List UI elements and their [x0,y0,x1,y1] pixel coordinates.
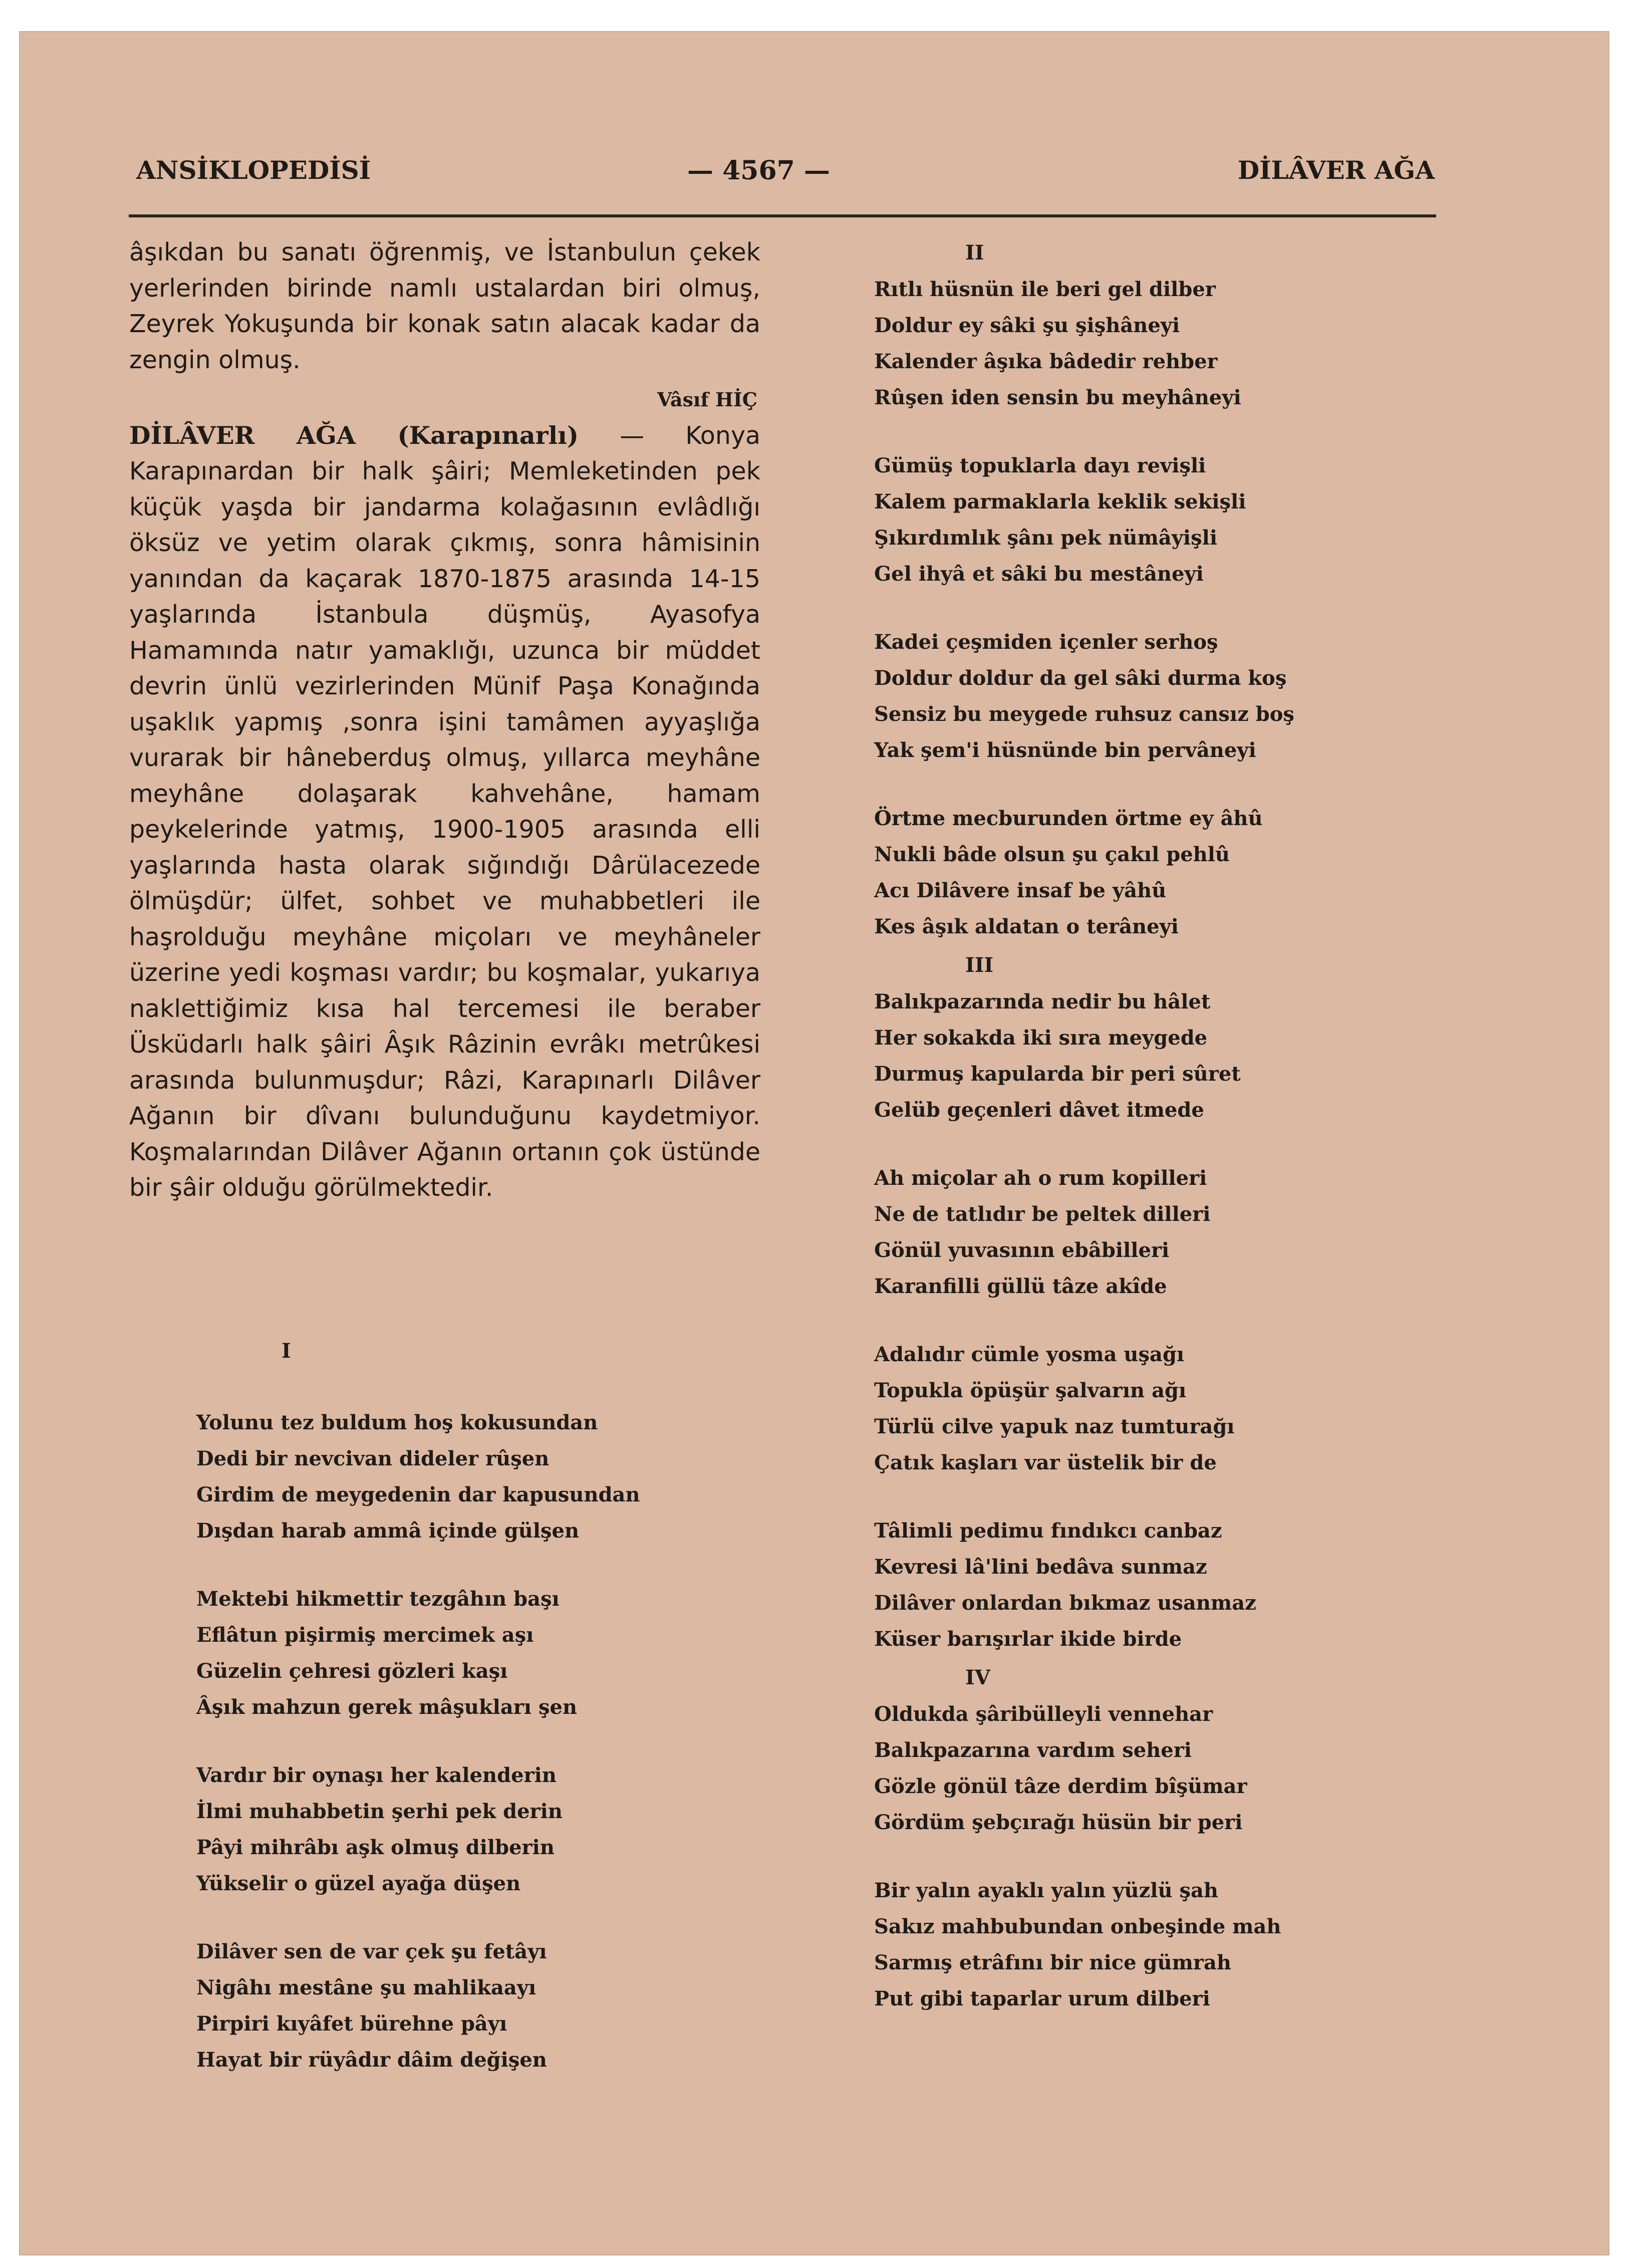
stanza-gap [874,1305,1435,1337]
left-column [129,234,760,1206]
verse-line: Gelüb geçenleri dâvet itmede [874,1098,1204,1122]
verse-line: Rûşen iden sensin bu meyhâneyi [874,386,1241,409]
verse-line: Hayat bir rüyâdır dâim değişen [196,2048,547,2072]
stanza-gap [874,592,1435,624]
verse-line: Çatık kaşları var üstelik bir de [874,1451,1217,1474]
verse-line: Vardır bir oynaşı her kalenderin [196,1763,557,1787]
stanza [874,624,1435,769]
verse-line: Sarmış etrâfını bir nice gümrah [874,1951,1231,1974]
verse-line: Sensiz bu meygede ruhsuz cansız boş [874,702,1294,726]
verse-line: Kevresi lâ'lini bedâva sunmaz [874,1555,1207,1579]
verse-line: İlmi muhabbetin şerhi pek derin [196,1800,563,1823]
stanza [874,448,1435,592]
verse-line: Eflâtun pişirmiş mercimek aşı [196,1623,534,1647]
verse-line: Yolunu tez buldum hoş kokusundan [196,1411,598,1434]
verse-line: Güzelin çehresi gözleri kaşı [196,1659,508,1683]
verse-line: Türlü cilve yapuk naz tumturağı [874,1415,1235,1438]
stanza-gap [874,1481,1435,1513]
right-column [874,234,1435,2017]
header-rule [129,214,1436,217]
section-numeral: IV [965,1666,990,1689]
verse-line: Şıkırdımlık şânı pek nümâyişli [874,526,1218,550]
stanza-gap [196,1549,747,1581]
stanza [874,1160,1435,1305]
page-header [136,155,1435,195]
intro-text-block [129,234,760,1206]
verse-line: Gel ihyâ et sâki bu mestâneyi [874,562,1204,586]
verse-line: Kes âşık aldatan o terâneyi [874,915,1179,938]
verse-line: Küser barışırlar ikide birde [874,1627,1182,1651]
entry-text: — Konya Karapınardan bir halk şâiri; Memleketinden pek küçük yaşda bir jandarma kolağasının evlâdlığı öksüz ve yetim olarak çıkmış, sonra hâmisinin yanından da kaçarak 1870-1875 arasında 14-15 yaşlarında İstanbula düşmüş, Ayasofya Hamamında natır yamaklığı, uzunca bir müddet devrin ünlü vezirlerinden Münif Paşa Konağında uşaklık yapmış ,sonra işini tamâmen ayyaşlığa vurarak bir hâneberduş olmuş, yıllarca meyhâne meyhâne dolaşarak kahvehâne, hamam peykelerinde yatmış, 1900-1905 arasında elli yaşlarında hasta olarak sığındığı Dârülacezede ölmüşdür; ülfet, sohbet ve muhabbetleri ile haşrolduğu meyhâne miçoları ve meyhâneler üzerine yedi koşması vardır; bu koşmalar, yukarıya naklettiğimiz kısa hal tercemesi ile beraber Üsküdarlı halk şâiri Âşık Râzinin evrâkı metrûkesi arasında bulunmuşdur; Râzi, Karapınarlı Dilâver Ağanın bir dîvanı bulunduğunu kaydetmiyor. Koşmalarından Dilâver Ağanın ortanın çok üstünde bir şâir olduğu görülmektedir. [129,421,760,1202]
page-number: — 4567 — [687,155,830,186]
stanza [874,801,1435,945]
verse-line: Balıkpazarına vardım seheri [874,1738,1192,1762]
verse-line: Nigâhı mestâne şu mahlikaayı [196,1976,536,1999]
intro-paragraph: âşıkdan bu sanatı öğrenmiş, ve İstanbulun çekek yerlerinden birinde namlı ustalardan biri olmuş, Zeyrek Yokuşunda bir konak satın alacak kadar da zengin olmuş. [129,238,760,374]
verse-line: Kalem parmaklarla keklik sekişli [874,490,1246,514]
verse-line: Karanfilli güllü tâze akîde [874,1275,1167,1298]
verse-line: Her sokakda iki sıra meygede [874,1026,1208,1050]
verse-line: Gümüş topuklarla dayı revişli [874,454,1206,477]
verse-line: Ne de tatlıdır be peltek dilleri [874,1202,1211,1226]
entry-title: DİLÂVER AĞA (Karapınarlı) [129,420,579,450]
verse-line: Nukli bâde olsun şu çakıl pehlû [874,843,1230,866]
verse-line: Yükselir o güzel ayağa düşen [196,1872,521,1895]
verse-line: Gördüm şebçırağı hüsün bir peri [874,1811,1243,1834]
verse-line: Pirpiri kıyâfet bürehne pâyı [196,2012,507,2036]
verse-line: Örtme mecburunden örtme ey âhû [874,807,1263,830]
verse-line: Âşık mahzun gerek mâşukları şen [196,1695,578,1719]
poem-section [874,984,1435,1657]
verse-line: Bir yalın ayaklı yalın yüzlü şah [874,1879,1218,1902]
verse-line: Acı Dilâvere insaf be yâhû [874,879,1167,902]
verse-line: Adalıdır cümle yosma uşağı [874,1343,1185,1366]
stanza-gap [874,416,1435,448]
verse-line: Tâlimli pedimu fındıkcı canbaz [874,1519,1222,1543]
verse-line: Sakız mahbubundan onbeşinde mah [874,1915,1281,1938]
verse-line: Yak şem'i hüsnünde bin pervâneyi [874,738,1256,762]
author-signature: Vâsıf HİÇ [657,388,757,411]
stanza [874,1873,1435,2017]
verse-line: Put gibi taparlar urum dilberi [874,1987,1210,2010]
section-numeral: I [282,1339,291,1363]
stanza-gap [874,1128,1435,1160]
stanza [196,1757,747,1902]
stanza [874,1696,1435,1841]
verse-line: Dilâver onlardan bıkmaz usanmaz [874,1591,1256,1615]
verse-line: Dilâver sen de var çek şu fetâyı [196,1940,547,1963]
verse-line: Girdim de meygedenin dar kapusundan [196,1483,640,1506]
stanza-gap [874,1841,1435,1873]
stanza [874,1337,1435,1481]
verse-line: Mektebi hikmettir tezgâhın başı [196,1587,560,1611]
section-numeral: III [965,953,994,977]
poem-section [874,1696,1435,2017]
stanza [196,1934,747,2078]
stanza-gap [874,769,1435,801]
verse-line: Gözle gönül tâze derdim bîşümar [874,1775,1247,1798]
entry-paragraph [129,418,760,1206]
poem-section-i [196,1333,747,2078]
verse-line: Dışdan harab ammâ içinde gülşen [196,1519,580,1543]
verse-line: Doldur doldur da gel sâki durma koş [874,666,1287,690]
verse-line: Dedi bir nevcivan dideler rûşen [196,1447,550,1470]
stanza [196,1405,747,1549]
verse-line: Topukla öpüşür şalvarın ağı [874,1379,1187,1402]
verse-line: Balıkpazarında nedir bu hâlet [874,990,1211,1014]
verse-line: Doldur ey sâki şu şişhâneyi [874,314,1180,337]
stanza [874,984,1435,1128]
verse-line: Oldukda şâribülleyli vennehar [874,1702,1213,1726]
verse-line: Ah miçolar ah o rum kopilleri [874,1166,1207,1190]
verse-line: Durmuş kapularda bir peri sûret [874,1062,1241,1086]
stanza-gap [196,1725,747,1757]
stanza [874,272,1435,416]
verse-line: Pâyi mihrâbı aşk olmuş dilberin [196,1836,555,1859]
verse-line: Gönül yuvasının ebâbilleri [874,1238,1170,1262]
header-left-title: ANSİKLOPEDİSİ [136,155,371,185]
poem-section [874,272,1435,945]
verse-line: Kadei çeşmiden içenler serhoş [874,630,1218,654]
stanza [874,1513,1435,1657]
header-right-title: DİLÂVER AĞA [1237,155,1435,185]
stanza [196,1581,747,1725]
stanza-gap [196,1902,747,1934]
verse-line: Rıtlı hüsnün ile beri gel dilber [874,278,1216,301]
verse-line: Kalender âşıka bâdedir rehber [874,350,1218,373]
section-numeral: II [965,241,984,265]
